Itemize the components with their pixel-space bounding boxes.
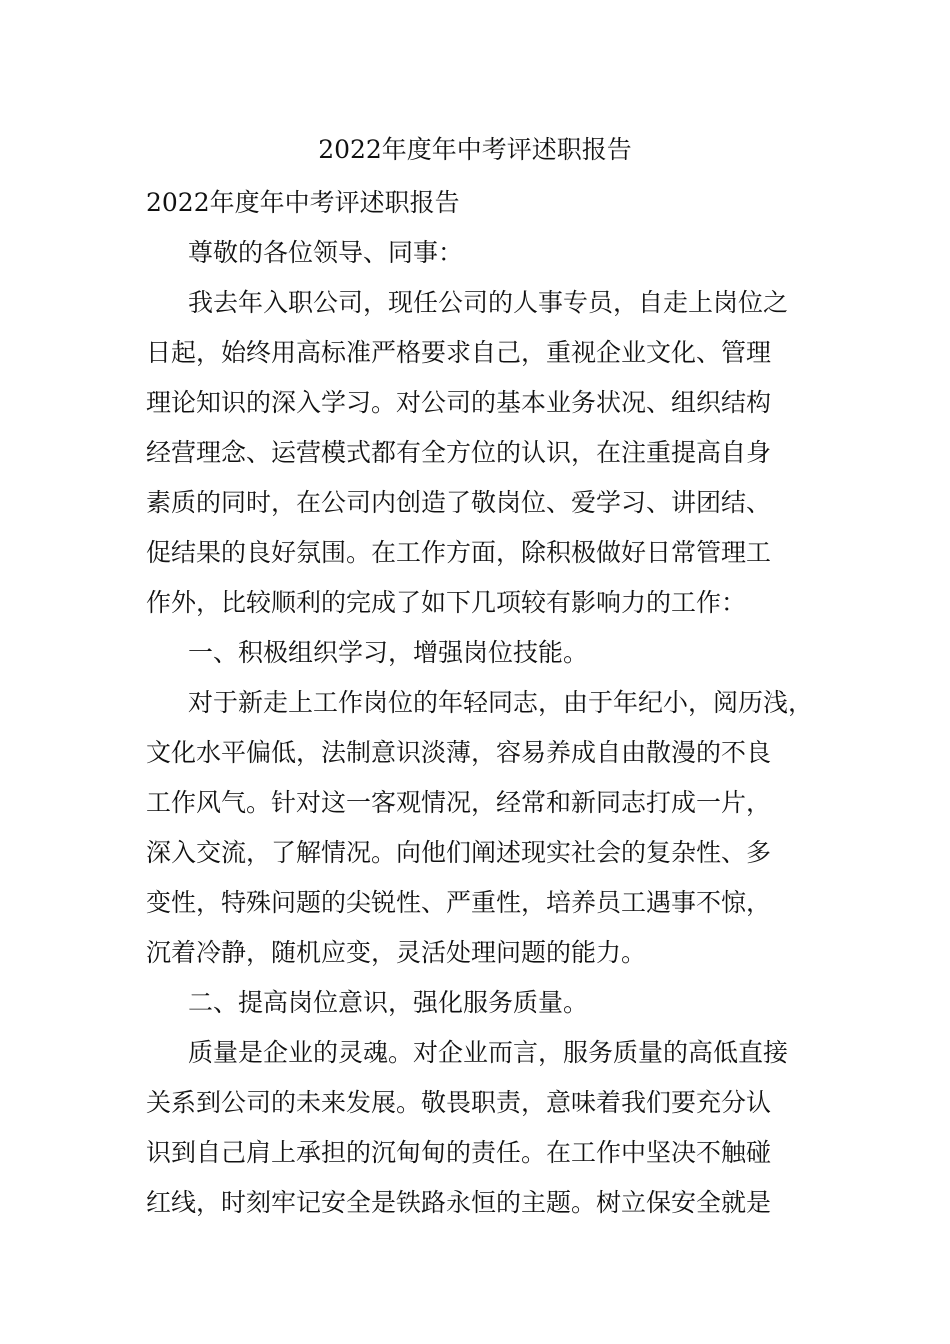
document-body (146, 178, 816, 1228)
body-line-19: 关系到公司的未来发展。敬畏职责，意味着我们要充分认 (146, 1088, 772, 1117)
body-line-3: 我去年入职公司，现任公司的人事专员，自走上岗位之 (188, 288, 789, 317)
body-line-9: 作外，比较顺利的完成了如下几项较有影响力的工作： (146, 588, 747, 617)
body-line-16: 沉着冷静，随机应变，灵活处理问题的能力。 (146, 938, 647, 967)
body-line-15: 变性，特殊问题的尖锐性、严重性，培养员工遇事不惊， (146, 888, 772, 917)
body-line-1: 2022年度年中考评述职报告 (146, 188, 460, 217)
body-line-20: 识到自己肩上承担的沉甸甸的责任。在工作中坚决不触碰 (146, 1138, 772, 1167)
body-line-14: 深入交流，了解情况。向他们阐述现实社会的复杂性、多 (146, 838, 772, 867)
body-line-21: 红线，时刻牢记安全是铁路永恒的主题。树立保安全就是 (146, 1188, 772, 1217)
body-line-12: 文化水平偏低，法制意识淡薄，容易养成自由散漫的不良 (146, 738, 772, 767)
body-line-17: 二、提高岗位意识，强化服务质量。 (188, 988, 589, 1017)
body-line-2: 尊敬的各位领导、同事： (188, 238, 464, 267)
body-line-10: 一、积极组织学习，增强岗位技能。 (188, 638, 589, 667)
document-title: 2022年度年中考评述职报告 (318, 135, 632, 164)
body-line-7: 素质的同时，在公司内创造了敬岗位、爱学习、讲团结、 (146, 488, 772, 517)
body-line-11: 对于新走上工作岗位的年轻同志，由于年纪小，阅历浅， (188, 688, 814, 717)
body-line-13: 工作风气。针对这一客观情况，经常和新同志打成一片， (146, 788, 772, 817)
body-line-4: 日起，始终用高标准严格要求自己，重视企业文化、管理 (146, 338, 772, 367)
body-line-8: 促结果的良好氛围。在工作方面，除积极做好日常管理工 (146, 538, 772, 567)
body-line-5: 理论知识的深入学习。对公司的基本业务状况、组织结构 (146, 388, 772, 417)
body-line-18: 质量是企业的灵魂。对企业而言，服务质量的高低直接 (188, 1038, 789, 1067)
body-line-6: 经营理念、运营模式都有全方位的认识，在注重提高自身 (146, 438, 772, 467)
